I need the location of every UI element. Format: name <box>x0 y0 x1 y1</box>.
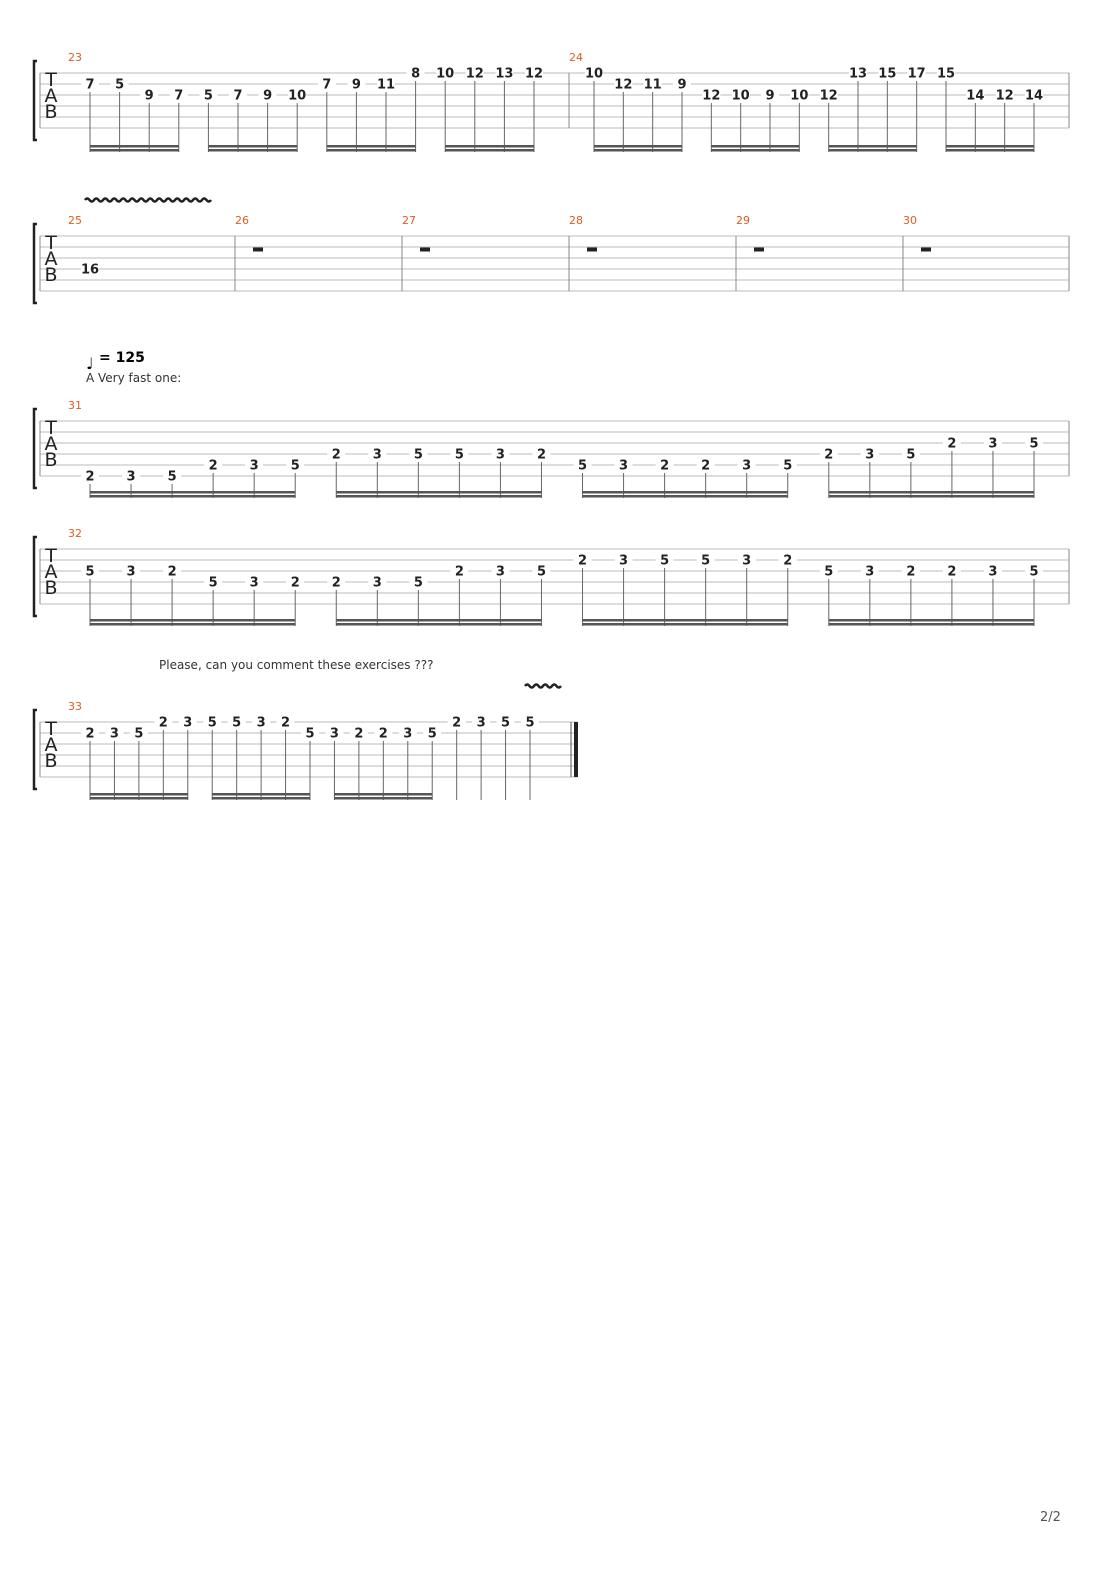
fret-number: 2 <box>354 726 364 742</box>
tab-clef-letter: T <box>45 232 57 254</box>
fret-number: 2 <box>158 715 168 731</box>
fret-number: 3 <box>249 458 259 474</box>
beam-line <box>594 149 682 152</box>
fret-number: 2 <box>452 715 462 731</box>
fret-number: 7 <box>322 77 332 93</box>
fret-number: 5 <box>536 564 547 580</box>
measure-number: 25 <box>68 214 82 227</box>
fret-number: 2 <box>85 726 95 742</box>
fret-number: 12 <box>465 66 484 82</box>
tab-clef-letter: A <box>44 433 58 455</box>
fret-number: 5 <box>577 458 588 474</box>
system-bracket <box>34 537 37 616</box>
fret-number: 11 <box>376 77 396 93</box>
fret-number: 5 <box>203 88 213 104</box>
fret-number: 3 <box>329 726 339 742</box>
fret-number: 10 <box>790 88 809 104</box>
beam-line <box>90 793 188 796</box>
tempo-value: = 125 <box>99 350 145 366</box>
fret-number: 2 <box>701 458 711 474</box>
fret-number: 2 <box>824 447 834 463</box>
beam-line <box>829 149 917 152</box>
fret-number: 3 <box>126 564 136 580</box>
fret-number: 14 <box>966 88 985 104</box>
fret-number: 3 <box>372 575 382 591</box>
tab-clef-letter: T <box>45 69 57 91</box>
beam-line <box>336 491 541 494</box>
tab-clef-letter: A <box>44 248 58 270</box>
fret-number: 5 <box>1029 436 1039 452</box>
fret-number: 2 <box>85 469 95 485</box>
rest-symbol <box>754 248 764 252</box>
beam-line <box>594 145 682 148</box>
fret-number: 7 <box>85 77 95 93</box>
system-bracket <box>34 710 37 789</box>
fret-number: 12 <box>702 88 721 104</box>
beam-line <box>90 145 179 148</box>
fret-number: 3 <box>109 726 119 742</box>
fret-number: 2 <box>454 564 464 580</box>
fret-number: 3 <box>988 564 998 580</box>
measure-number: 27 <box>402 214 416 227</box>
tab-clef-letter: B <box>44 101 58 123</box>
fret-number: 2 <box>281 715 291 731</box>
fret-number: 5 <box>906 447 916 463</box>
tab-clef-letter: B <box>44 264 58 286</box>
vibrato-mark <box>85 199 211 202</box>
fret-number: 17 <box>907 66 926 82</box>
fret-number: 3 <box>619 553 629 569</box>
fret-number: 3 <box>476 715 486 731</box>
fret-number: 2 <box>290 575 300 591</box>
fret-number: 2 <box>208 458 218 474</box>
fret-number: 10 <box>288 88 307 104</box>
beam-line <box>90 495 295 498</box>
beam-line <box>90 797 188 800</box>
quarter-note-icon: ♩ <box>86 354 94 373</box>
fret-number: 2 <box>660 458 670 474</box>
fret-number: 2 <box>906 564 916 580</box>
fret-number: 5 <box>427 726 437 742</box>
final-barline-thick <box>574 722 578 777</box>
system-bracket <box>34 224 37 303</box>
beam-line <box>829 145 917 148</box>
tab-clef-letter: A <box>44 561 58 583</box>
tab-clef-letter: A <box>44 734 58 756</box>
beam-line <box>212 793 310 796</box>
fret-number: 7 <box>174 88 184 104</box>
fret-number: 2 <box>331 447 341 463</box>
fret-number: 5 <box>413 447 423 463</box>
beam-line <box>208 145 297 148</box>
beam-line <box>445 149 534 152</box>
fret-number: 14 <box>1024 88 1044 104</box>
fret-number: 5 <box>207 715 217 731</box>
fret-number: 5 <box>208 575 218 591</box>
fret-number: 2 <box>167 564 177 580</box>
tab-clef-letter: T <box>45 417 57 439</box>
fret-number: 15 <box>936 66 956 82</box>
measure-number: 29 <box>736 214 750 227</box>
fret-number: 2 <box>378 726 388 742</box>
beam-line <box>829 495 1034 498</box>
tab-clef-letter: B <box>44 577 58 599</box>
fret-number: 5 <box>305 726 315 742</box>
beam-line <box>829 623 1034 626</box>
fret-number: 12 <box>995 88 1014 104</box>
beam-line <box>90 491 295 494</box>
fret-number: 9 <box>263 88 273 104</box>
fret-number: 5 <box>413 575 423 591</box>
fret-number: 10 <box>436 66 455 82</box>
text-marking-very-fast: A Very fast one: <box>86 371 182 385</box>
fret-number: 10 <box>731 88 750 104</box>
page-number: 2/2 <box>1040 1510 1061 1525</box>
fret-number: 3 <box>183 715 193 731</box>
fret-number: 2 <box>331 575 341 591</box>
fret-number: 5 <box>167 469 177 485</box>
measure-number: 30 <box>903 214 917 227</box>
fret-number: 3 <box>403 726 413 742</box>
measure-number: 28 <box>569 214 583 227</box>
fret-number: 5 <box>824 564 834 580</box>
fret-number: 12 <box>524 66 544 82</box>
beam-line <box>711 149 799 152</box>
measure-number: 23 <box>68 51 82 64</box>
beam-line <box>208 149 297 152</box>
fret-number: 9 <box>351 77 361 93</box>
beam-line <box>583 619 788 622</box>
fret-number: 3 <box>126 469 136 485</box>
measure-number: 31 <box>68 399 82 412</box>
fret-number: 3 <box>249 575 259 591</box>
fret-number: 5 <box>454 447 464 463</box>
fret-number: 3 <box>495 447 505 463</box>
fret-number: 3 <box>742 553 752 569</box>
beam-line <box>336 619 541 622</box>
fret-number: 10 <box>584 66 604 82</box>
beam-line <box>583 491 788 494</box>
fret-number: 3 <box>865 447 875 463</box>
fret-number: 5 <box>701 553 711 569</box>
fret-number: 3 <box>988 436 998 452</box>
rest-symbol <box>587 248 597 252</box>
fret-number: 5 <box>115 77 125 93</box>
beam-line <box>327 145 416 148</box>
fret-number: 13 <box>495 66 514 82</box>
beam-line <box>829 619 1034 622</box>
fret-number: 3 <box>742 458 752 474</box>
fret-number: 9 <box>144 88 154 104</box>
tab-clef-letter: A <box>44 85 58 107</box>
fret-number: 3 <box>619 458 629 474</box>
fret-number: 15 <box>878 66 897 82</box>
fret-number: 3 <box>372 447 382 463</box>
fret-number: 5 <box>290 458 300 474</box>
fret-number: 5 <box>525 715 535 731</box>
text-marking-comment: Please, can you comment these exercises ??? <box>159 658 434 672</box>
fret-number: 2 <box>947 436 957 452</box>
beam-line <box>90 149 179 152</box>
system-bracket <box>34 409 37 488</box>
fret-number: 12 <box>819 88 838 104</box>
vibrato-mark <box>525 685 561 688</box>
beam-line <box>336 495 541 498</box>
beam-line <box>946 149 1034 152</box>
beam-line <box>334 793 432 796</box>
fret-number: 5 <box>783 458 793 474</box>
fret-number: 2 <box>536 447 547 463</box>
fret-number: 2 <box>947 564 957 580</box>
tab-clef-letter: T <box>45 545 57 567</box>
beam-line <box>711 145 799 148</box>
fret-number: 8 <box>411 66 421 82</box>
beam-line <box>212 797 310 800</box>
fret-number: 13 <box>848 66 868 82</box>
rest-symbol <box>253 248 263 252</box>
tab-clef-letter: B <box>44 449 58 471</box>
beam-line <box>90 619 295 622</box>
fret-number: 16 <box>80 262 100 278</box>
fret-number: 5 <box>134 726 144 742</box>
fret-number: 3 <box>495 564 505 580</box>
rest-symbol <box>420 248 430 252</box>
fret-number: 3 <box>865 564 875 580</box>
tab-clef-letter: B <box>44 750 58 772</box>
fret-number: 5 <box>232 715 242 731</box>
fret-number: 5 <box>660 553 670 569</box>
fret-number: 11 <box>643 77 662 93</box>
fret-number: 3 <box>256 715 266 731</box>
system-bracket <box>34 61 37 140</box>
fret-number: 12 <box>614 77 633 93</box>
fret-number: 7 <box>233 88 243 104</box>
beam-line <box>327 149 416 152</box>
fret-number: 2 <box>577 553 588 569</box>
beam-line <box>583 495 788 498</box>
tab-clef-letter: T <box>45 718 57 740</box>
beam-line <box>336 623 541 626</box>
measure-number: 24 <box>569 51 583 64</box>
fret-number: 2 <box>783 553 793 569</box>
beam-line <box>334 797 432 800</box>
fret-number: 5 <box>85 564 95 580</box>
beam-line <box>445 145 534 148</box>
beam-line <box>829 491 1034 494</box>
beam-line <box>946 145 1034 148</box>
beam-line <box>90 623 295 626</box>
fret-number: 9 <box>765 88 775 104</box>
fret-number: 5 <box>1029 564 1039 580</box>
fret-number: 9 <box>677 77 687 93</box>
beam-line <box>583 623 788 626</box>
measure-number: 32 <box>68 527 82 540</box>
measure-number: 33 <box>68 700 82 713</box>
measure-number: 26 <box>235 214 249 227</box>
rest-symbol <box>921 248 931 252</box>
fret-number: 5 <box>501 715 511 731</box>
